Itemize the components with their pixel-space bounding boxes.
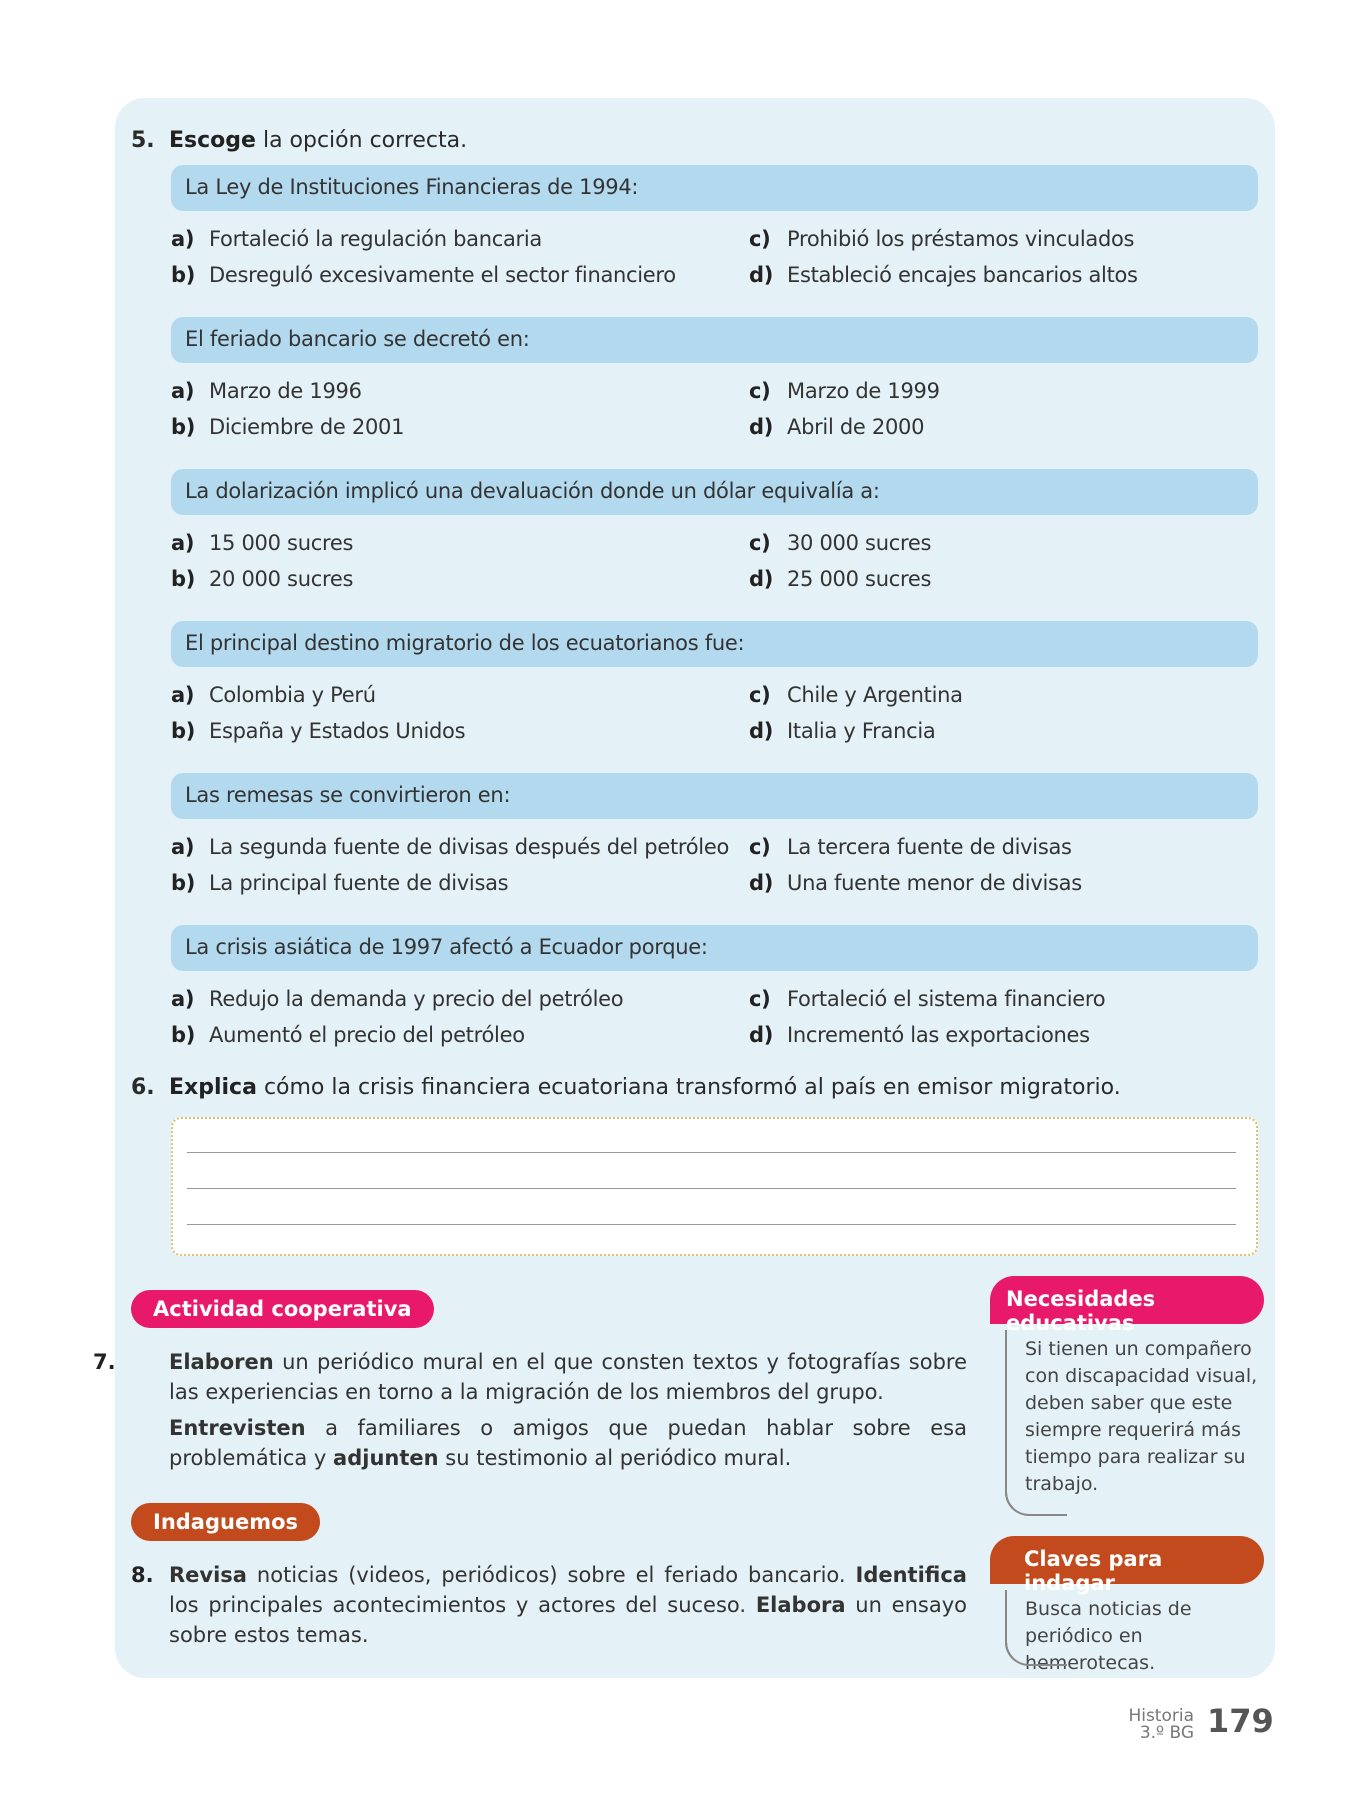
option-a[interactable] bbox=[171, 835, 729, 859]
question-6-title bbox=[131, 1075, 1121, 1100]
option-letter: c) bbox=[749, 227, 771, 251]
question-7 bbox=[93, 1347, 967, 1473]
question-prompt: La Ley de Instituciones Financieras de 1994: bbox=[171, 165, 1258, 211]
option-c[interactable] bbox=[749, 227, 1134, 251]
option-a[interactable] bbox=[171, 531, 353, 555]
option-letter: c) bbox=[749, 835, 771, 859]
option-text: 20 000 sucres bbox=[209, 567, 354, 591]
option-c[interactable] bbox=[749, 835, 1072, 859]
option-c[interactable] bbox=[749, 987, 1105, 1011]
question-verb: Escoge bbox=[169, 128, 256, 153]
option-b[interactable] bbox=[171, 719, 465, 743]
question-number: 7. bbox=[93, 1350, 116, 1374]
option-text: Redujo la demanda y precio del petróleo bbox=[209, 987, 624, 1011]
option-text: La segunda fuente de divisas después del petróleo bbox=[209, 835, 730, 859]
option-text: Fortaleció el sistema financiero bbox=[787, 987, 1106, 1011]
option-text: Chile y Argentina bbox=[787, 683, 963, 707]
question-prompt: Las remesas se convirtieron en: bbox=[171, 773, 1258, 819]
option-c[interactable] bbox=[749, 683, 963, 707]
question-number: 5. bbox=[131, 128, 155, 153]
option-letter: d) bbox=[749, 1023, 774, 1047]
question-text: cómo la crisis financiera ecuatoriana transformó al país en emisor migratorio. bbox=[263, 1075, 1121, 1100]
indaguemos-badge: Indaguemos bbox=[131, 1503, 320, 1541]
question-prompt: La dolarización implicó una devaluación donde un dólar equivalía a: bbox=[171, 469, 1258, 515]
grade: 3.º BG bbox=[1139, 1723, 1194, 1743]
option-c[interactable] bbox=[749, 531, 931, 555]
option-letter: b) bbox=[171, 567, 196, 591]
option-letter: d) bbox=[749, 567, 774, 591]
option-letter: b) bbox=[171, 415, 196, 439]
option-b[interactable] bbox=[171, 1023, 525, 1047]
question-5-title bbox=[131, 128, 467, 153]
answer-line bbox=[187, 1224, 1236, 1225]
option-d[interactable] bbox=[749, 415, 924, 439]
option-text: Prohibió los préstamos vinculados bbox=[787, 227, 1135, 251]
verb: Identifica bbox=[855, 1563, 967, 1587]
option-letter: b) bbox=[171, 871, 196, 895]
option-letter: d) bbox=[749, 263, 774, 287]
verb: Elaboren bbox=[169, 1350, 274, 1374]
option-b[interactable] bbox=[171, 263, 676, 287]
question-text: la opción correcta. bbox=[262, 128, 468, 153]
option-text: Diciembre de 2001 bbox=[209, 415, 405, 439]
text: un periódico mural en el que consten textos y fotografías sobre las experiencias en torno a la migración de los miembros del grupo. bbox=[169, 1350, 967, 1404]
option-text: Colombia y Perú bbox=[209, 683, 376, 707]
question-number: 6. bbox=[131, 1075, 155, 1100]
option-text: 25 000 sucres bbox=[787, 567, 932, 591]
option-text: 30 000 sucres bbox=[787, 531, 932, 555]
option-d[interactable] bbox=[749, 263, 1138, 287]
answer-box[interactable] bbox=[171, 1117, 1258, 1256]
option-text: 15 000 sucres bbox=[209, 531, 354, 555]
option-letter: b) bbox=[171, 719, 196, 743]
option-a[interactable] bbox=[171, 987, 623, 1011]
question-prompt: El feriado bancario se decretó en: bbox=[171, 317, 1258, 363]
question-prompt: La crisis asiática de 1997 afectó a Ecuador porque: bbox=[171, 925, 1258, 971]
option-text: Marzo de 1999 bbox=[787, 379, 940, 403]
necesidades-body: Si tienen un compañero con discapacidad visual, deben saber que este siempre requerirá más tiempo para realizar su trabajo. bbox=[1005, 1330, 1275, 1516]
page-number: 179 bbox=[1207, 1702, 1274, 1740]
option-letter: a) bbox=[171, 227, 195, 251]
text: noticias (videos, periódicos) sobre el feriado bancario. bbox=[256, 1563, 846, 1587]
answer-line bbox=[187, 1152, 1236, 1153]
claves-title: Claves para indagar bbox=[990, 1536, 1264, 1584]
text: a familiares o amigos que puedan hablar sobre esa problemática y bbox=[169, 1416, 967, 1470]
verb: adjunten bbox=[333, 1446, 439, 1470]
necesidades-title: Necesidades educativas bbox=[990, 1276, 1264, 1324]
option-a[interactable] bbox=[171, 379, 362, 403]
option-d[interactable] bbox=[749, 871, 1082, 895]
option-letter: d) bbox=[749, 719, 774, 743]
option-letter: c) bbox=[749, 683, 771, 707]
answer-line bbox=[187, 1188, 1236, 1189]
option-letter: c) bbox=[749, 379, 771, 403]
option-text: Estableció encajes bancarios altos bbox=[787, 263, 1138, 287]
question-prompt: El principal destino migratorio de los ecuatorianos fue: bbox=[171, 621, 1258, 667]
verb: Entrevisten bbox=[169, 1416, 306, 1440]
text: un ensayo sobre estos temas. bbox=[169, 1593, 967, 1647]
option-letter: c) bbox=[749, 531, 771, 555]
option-text: Abril de 2000 bbox=[787, 415, 925, 439]
text: los principales acontecimientos y actores del suceso. bbox=[169, 1593, 747, 1617]
question-number: 8. bbox=[131, 1563, 154, 1587]
option-text: España y Estados Unidos bbox=[209, 719, 466, 743]
option-letter: d) bbox=[749, 415, 774, 439]
option-c[interactable] bbox=[749, 379, 940, 403]
option-text: Italia y Francia bbox=[787, 719, 936, 743]
option-text: Desreguló excesivamente el sector financiero bbox=[209, 263, 676, 287]
option-d[interactable] bbox=[749, 567, 931, 591]
option-letter: a) bbox=[171, 835, 195, 859]
option-letter: d) bbox=[749, 871, 774, 895]
option-text: Incrementó las exportaciones bbox=[787, 1023, 1090, 1047]
option-text: Una fuente menor de divisas bbox=[787, 871, 1082, 895]
question-verb: Explica bbox=[169, 1075, 257, 1100]
claves-body: Busca noticias de periódico en hemerotecas. bbox=[1005, 1590, 1275, 1666]
option-a[interactable] bbox=[171, 683, 376, 707]
option-letter: b) bbox=[171, 1023, 196, 1047]
option-letter: a) bbox=[171, 379, 195, 403]
question-8 bbox=[131, 1560, 967, 1650]
option-a[interactable] bbox=[171, 227, 542, 251]
option-d[interactable] bbox=[749, 1023, 1090, 1047]
option-b[interactable] bbox=[171, 567, 353, 591]
option-text: La tercera fuente de divisas bbox=[787, 835, 1072, 859]
option-letter: a) bbox=[171, 683, 195, 707]
option-b[interactable] bbox=[171, 415, 404, 439]
option-letter: c) bbox=[749, 987, 771, 1011]
subject: Historia bbox=[1128, 1706, 1194, 1726]
option-letter: a) bbox=[171, 987, 195, 1011]
option-text: Marzo de 1996 bbox=[209, 379, 362, 403]
option-letter: b) bbox=[171, 263, 196, 287]
verb: Elabora bbox=[755, 1593, 846, 1617]
actividad-cooperativa-badge: Actividad cooperativa bbox=[131, 1290, 434, 1328]
option-text: Fortaleció la regulación bancaria bbox=[209, 227, 542, 251]
footer-subject bbox=[1110, 1708, 1194, 1742]
option-b[interactable] bbox=[171, 871, 508, 895]
option-d[interactable] bbox=[749, 719, 935, 743]
verb: Revisa bbox=[169, 1563, 247, 1587]
text: su testimonio al periódico mural. bbox=[445, 1446, 792, 1470]
option-text: La principal fuente de divisas bbox=[209, 871, 509, 895]
option-letter: a) bbox=[171, 531, 195, 555]
option-text: Aumentó el precio del petróleo bbox=[209, 1023, 525, 1047]
